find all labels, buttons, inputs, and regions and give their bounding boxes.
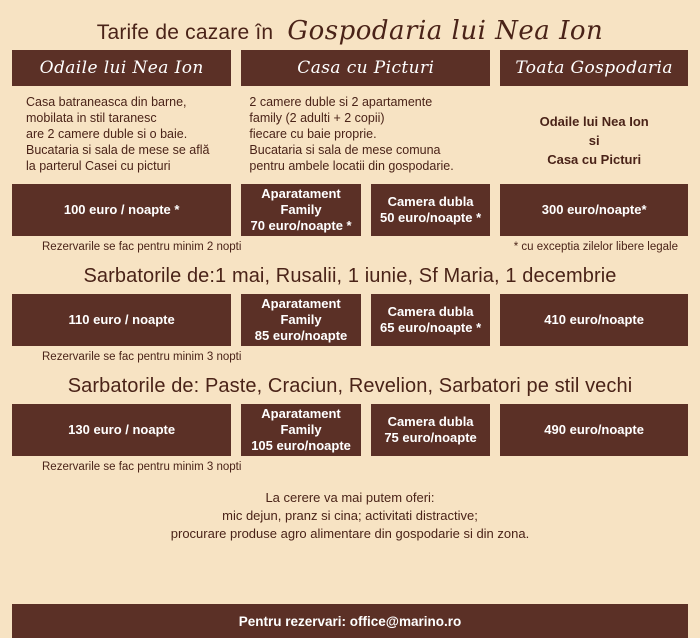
rate-price: 50 euro/noapte * xyxy=(379,210,482,225)
rates-row-holidays1 xyxy=(12,294,688,346)
description-casa xyxy=(241,94,490,182)
offer-line: La cerere va mai putem oferi: xyxy=(265,490,435,505)
description-line: fiecare cu baie proprie. xyxy=(249,127,377,141)
rate-apartament-standard xyxy=(241,184,361,236)
note-minimum-nights: Rezervarile se fac pentru minim 2 nopti xyxy=(42,241,242,253)
rate-apartament-holidays2 xyxy=(241,404,361,456)
rate-price: 75 euro/noapte xyxy=(384,430,477,445)
note-minimum-nights: Rezervarile se fac pentru minim 3 nopti xyxy=(42,351,242,363)
description-line: Bucataria si sala de mese comuna xyxy=(249,143,441,157)
description-line: mobilata in stil taranesc xyxy=(26,111,157,125)
description-line: la parterul Casei cu picturi xyxy=(26,159,171,173)
rate-apartament-holidays1 xyxy=(241,294,361,346)
rate-sublabel: Family xyxy=(280,202,322,217)
section-heading-holidays1: Sarbatorile de:1 mai, Rusalii, 1 iunie, Sf Maria, 1 decembrie xyxy=(83,265,617,287)
rate-camera-holidays2 xyxy=(371,404,491,456)
rate-label: Camera dubla xyxy=(387,414,474,429)
rate-gospodaria-holidays2: 490 euro/noapte xyxy=(500,404,688,456)
description-line: 2 camere duble si 2 apartamente xyxy=(249,95,433,109)
note-legal-holidays: * cu exceptia zilelor libere legale xyxy=(513,241,678,253)
rate-sublabel: Family xyxy=(280,422,322,437)
rate-sublabel: Family xyxy=(280,312,322,327)
section-heading-holidays2: Sarbatorile de: Paste, Craciun, Revelion, Sarbatori pe stil vechi xyxy=(67,375,633,397)
offer-line: procurare produse agro alimentare din gospodarie si din zona. xyxy=(170,526,530,541)
rate-label: Camera dubla xyxy=(387,304,474,319)
description-line: pentru ambele locatii din gospodarie. xyxy=(249,159,454,173)
rate-camera-holidays1 xyxy=(371,294,491,346)
column-title-odaile: Odaile lui Nea Ion xyxy=(12,50,231,86)
description-line: Casa batraneasca din barne, xyxy=(26,95,187,109)
description-gospodaria xyxy=(500,94,688,182)
rates-row-holidays2 xyxy=(12,404,688,456)
description-odaile xyxy=(12,94,231,182)
rate-price: 70 euro/noapte * xyxy=(250,218,352,233)
note-row-holidays2 xyxy=(12,461,688,473)
description-line: Casa cu Picturi xyxy=(547,152,642,167)
description-line: are 2 camere duble si o baie. xyxy=(26,127,188,141)
contact-email-text[interactable]: Pentru rezervari: office@marino.ro xyxy=(238,613,462,629)
description-line: Bucataria si sala de mese se află xyxy=(26,143,210,157)
column-title-gospodaria: Toata Gospodaria xyxy=(500,50,688,86)
rate-price: 65 euro/noapte * xyxy=(379,320,482,335)
description-line: Odaile lui Nea Ion xyxy=(539,114,649,129)
poster-header xyxy=(12,0,688,44)
rate-label: Aparatament xyxy=(261,406,341,421)
contact-bar[interactable] xyxy=(12,604,688,638)
column-titles-row xyxy=(12,50,688,86)
rates-row-standard xyxy=(12,184,688,236)
rate-label: Aparatament xyxy=(261,296,341,311)
rate-price: 105 euro/noapte xyxy=(251,438,351,453)
offer-line: mic dejun, pranz si cina; activitati distractive; xyxy=(222,508,478,523)
rate-odaile-holidays2: 130 euro / noapte xyxy=(12,404,231,456)
rate-label: Camera dubla xyxy=(387,194,474,209)
rate-gospodaria-holidays1: 410 euro/noapte xyxy=(500,294,688,346)
rate-gospodaria-standard: 300 euro/noapte* xyxy=(500,184,688,236)
note-row-standard xyxy=(12,241,688,253)
rate-odaile-standard: 100 euro / noapte * xyxy=(12,184,231,236)
rate-price: 85 euro/noapte xyxy=(254,328,348,343)
rate-odaile-holidays1: 110 euro / noapte xyxy=(12,294,231,346)
page-title: Gospodaria lui Nea Ion xyxy=(287,16,604,46)
note-minimum-nights: Rezervarile se fac pentru minim 3 nopti xyxy=(42,461,242,473)
column-descriptions-row xyxy=(12,94,688,182)
additional-offer xyxy=(12,489,688,543)
rate-camera-standard xyxy=(371,184,491,236)
description-line: si xyxy=(588,133,600,148)
rate-label: Aparatament xyxy=(261,186,341,201)
header-lead-text: Tarife de cazare în xyxy=(96,21,274,44)
note-row-holidays1 xyxy=(12,351,688,363)
column-title-casa: Casa cu Picturi xyxy=(241,50,490,86)
description-line: family (2 adulti + 2 copii) xyxy=(249,111,385,125)
